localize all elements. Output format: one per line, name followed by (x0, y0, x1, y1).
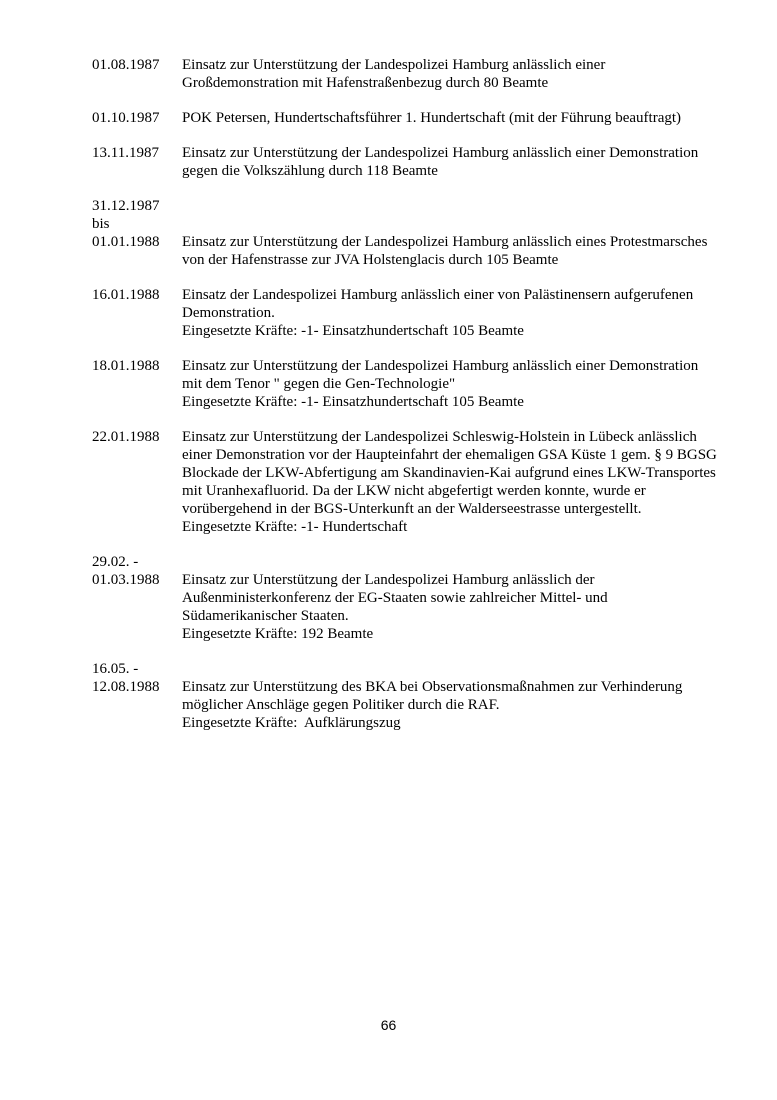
date-line: 22.01.1988 (92, 429, 160, 445)
entry-lines (182, 660, 759, 732)
text-line: Eingesetzte Kräfte: 192 Beamte (182, 626, 374, 642)
entry (92, 286, 759, 340)
entry-dates (92, 660, 182, 696)
entry-dates (92, 109, 182, 127)
text-line: mit dem Tenor " gegen die Gen-Technologie" (182, 376, 456, 392)
date-line: 01.01.1988 (92, 234, 160, 250)
text-line: Blockade der LKW-Abfertigung am Skandinavien-Kai aufgrund eines LKW-Transportes (182, 465, 716, 481)
date-line: bis (92, 216, 110, 232)
text-line: Einsatz zur Unterstützung der Landespolizei Hamburg anlässlich eines Protestmarsches (182, 234, 708, 250)
date-line: 29.02. - (92, 554, 139, 570)
entry (92, 197, 759, 269)
entry (92, 56, 759, 92)
text-line: POK Petersen, Hundertschaftsführer 1. Hundertschaft (mit der Führung beauftragt) (182, 110, 682, 126)
entry-lines (182, 286, 759, 340)
date-line: 01.10.1987 (92, 110, 160, 126)
entry-lines (182, 553, 759, 643)
text-line: von der Hafenstrasse zur JVA Holstenglacis durch 105 Beamte (182, 252, 559, 268)
text-line: Eingesetzte Kräfte: Aufklärungszug (182, 715, 401, 731)
text-line: Eingesetzte Kräfte: -1- Einsatzhundertschaft 105 Beamte (182, 394, 524, 410)
text-line: Einsatz zur Unterstützung der Landespolizei Hamburg anlässlich einer (182, 57, 606, 73)
entry (92, 109, 759, 127)
text-line: Eingesetzte Kräfte: -1- Einsatzhundertschaft 105 Beamte (182, 323, 524, 339)
entry (92, 357, 759, 411)
entry (92, 144, 759, 180)
text-line: vorübergehend in der BGS-Unterkunft an der Walderseestrasse untergestellt. (182, 501, 642, 517)
text-line: Demonstration. (182, 305, 275, 321)
date-line: 31.12.1987 (92, 198, 160, 214)
entry-dates (92, 428, 182, 446)
entry-lines (182, 144, 759, 180)
date-line: 13.11.1987 (92, 145, 159, 161)
text-line: Einsatz zur Unterstützung der Landespolizei Schleswig-Holstein in Lübeck anlässlich (182, 429, 697, 445)
entry (92, 428, 759, 536)
entry-lines (182, 197, 759, 269)
entries-list (92, 56, 759, 749)
text-line: Einsatz zur Unterstützung der Landespolizei Hamburg anlässlich der (182, 572, 595, 588)
entry-lines (182, 357, 759, 411)
date-line: 16.01.1988 (92, 287, 160, 303)
entry-dates (92, 286, 182, 304)
text-line: Einsatz zur Unterstützung der Landespolizei Hamburg anlässlich einer Demonstration (182, 145, 699, 161)
date-line: 18.01.1988 (92, 358, 160, 374)
text-line: Eingesetzte Kräfte: -1- Hundertschaft (182, 519, 408, 535)
entry-lines (182, 56, 759, 92)
text-line: möglicher Anschläge gegen Politiker durch die RAF. (182, 697, 500, 713)
entry (92, 553, 759, 643)
date-line: 01.03.1988 (92, 572, 160, 588)
page-number: 66 (380, 1017, 397, 1033)
text-line: Großdemonstration mit Hafenstraßenbezug durch 80 Beamte (182, 75, 549, 91)
text-line: mit Uranhexafluorid. Da der LKW nicht abgefertigt werden konnte, wurde er (182, 483, 646, 499)
text-line: einer Demonstration vor der Haupteinfahrt der ehemaligen GSA Küste 1 gem. § 9 BGSG (182, 447, 717, 463)
text-line: Einsatz der Landespolizei Hamburg anlässlich einer von Palästinensern aufgerufenen (182, 287, 694, 303)
text-line: Einsatz zur Unterstützung des BKA bei Observationsmaßnahmen zur Verhinderung (182, 679, 683, 695)
entry-dates (92, 553, 182, 589)
entry-lines (182, 428, 759, 536)
text-line: Südamerikanischer Staaten. (182, 608, 349, 624)
entry (92, 660, 759, 732)
date-line: 12.08.1988 (92, 679, 160, 695)
entry-dates (92, 144, 182, 162)
date-line: 16.05. - (92, 661, 139, 677)
text-line: Außenministerkonferenz der EG-Staaten sowie zahlreicher Mittel- und (182, 590, 608, 606)
text-line: gegen die Volkszählung durch 118 Beamte (182, 163, 438, 179)
entry-lines (182, 109, 759, 127)
text-line: Einsatz zur Unterstützung der Landespolizei Hamburg anlässlich einer Demonstration (182, 358, 699, 374)
date-line: 01.08.1987 (92, 57, 160, 73)
entry-dates (92, 56, 182, 74)
entry-dates (92, 197, 182, 251)
entry-dates (92, 357, 182, 375)
